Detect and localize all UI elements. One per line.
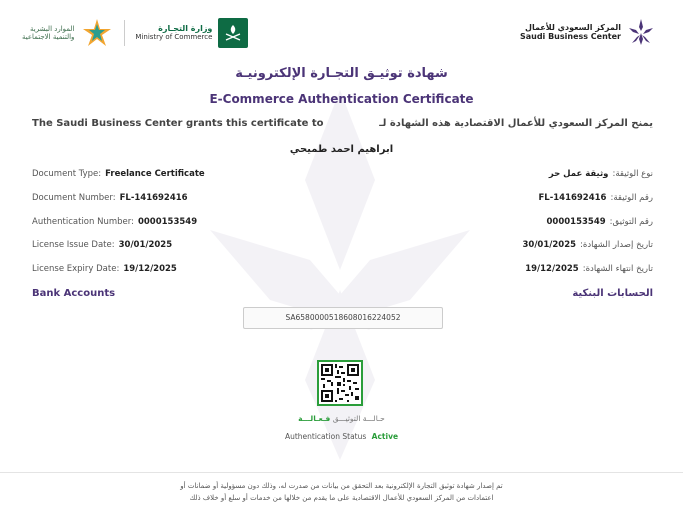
moc-en: Ministry of Commerce (135, 33, 213, 41)
field-value: FL-141692416 (119, 193, 188, 203)
document-type-row-en (32, 169, 205, 179)
field-value: 0000153549 (137, 217, 198, 227)
footer-divider (0, 472, 683, 473)
footer-line-1: تم إصدار شهادة توثيق التجارة الإلكترونية بعد التحقق من بيانات من صدرت له، وذلك دون مسؤولية أو ضمانات أو (180, 482, 503, 490)
status-value-ar: فـعـالـــة (298, 414, 331, 423)
field-value: 30/01/2025 (118, 240, 173, 250)
field-label: License Expiry Date: (32, 264, 120, 274)
field-value: 30/01/2025 (522, 240, 577, 250)
expiry-date-row-en (32, 264, 177, 274)
field-label: تاريخ إصدار الشهادة: (580, 240, 653, 250)
authentication-number-row-ar (547, 217, 653, 227)
bank-accounts-heading-en: Bank Accounts (32, 288, 116, 299)
qr-code-icon (319, 362, 361, 404)
iban-field: SA6580000518608016224052 (243, 307, 443, 329)
ministries-logos (22, 18, 248, 48)
field-label: License Issue Date: (32, 240, 115, 250)
moc-ar: وزارة التجـارة (158, 24, 213, 33)
status-label-en: Authentication Status (284, 432, 367, 441)
hrsd-logo-text (22, 25, 74, 41)
field-value: 19/12/2025 (525, 264, 579, 274)
field-label: تاريخ انتهاء الشهادة: (582, 264, 653, 274)
sbc-star-icon (627, 18, 655, 46)
field-label: رقم الوثيقة: (610, 193, 653, 203)
moc-logo-text (135, 25, 212, 41)
grant-statement-ar: يمنح المركز السعودي للأعمال الاقتصادية هذه الشهادة لـ (379, 118, 653, 129)
document-number-row-en (32, 193, 188, 203)
field-value: وثيقة عمل حر (548, 169, 609, 179)
document-number-row-ar (538, 193, 653, 203)
hrsd-star-icon (80, 18, 114, 48)
hrsd-line-2: والتنمية الاجتماعية (22, 33, 75, 41)
field-label: نوع الوثيقة: (612, 169, 653, 179)
authentication-status-en (0, 432, 683, 441)
watermark-logo (190, 70, 490, 470)
expiry-date-row-ar (525, 264, 653, 274)
certificate-header (0, 0, 683, 60)
field-value: FL-141692416 (538, 193, 607, 203)
field-value: Freelance Certificate (105, 169, 205, 179)
field-label: Document Type: (32, 169, 102, 179)
footer-line-2: اعتمادات من المركز السعودي للأعمال الاقتصادية على ما يقدم من خلالها من خدمات أو سلع أو خلاف ذلك (189, 494, 494, 502)
status-value-en: Active (371, 432, 399, 441)
footer-disclaimer (0, 480, 683, 504)
sbc-logo (520, 18, 655, 46)
logo-divider (124, 20, 125, 46)
document-type-row-ar (549, 169, 653, 179)
sbc-en: Saudi Business Center (519, 32, 621, 41)
sbc-logo-text (520, 23, 621, 41)
grant-statement-en: The Saudi Business Center grants this certificate to (32, 118, 324, 129)
qr-code[interactable] (317, 360, 363, 406)
authentication-number-row-en (32, 217, 197, 227)
field-label: Document Number: (32, 193, 116, 203)
field-label: Authentication Number: (32, 217, 134, 227)
authentication-status-ar (0, 414, 683, 423)
field-label: رقم التوثيق: (609, 217, 653, 227)
field-value: 0000153549 (546, 217, 606, 227)
certificate-title-en: E-Commerce Authentication Certificate (209, 92, 474, 106)
status-label-ar: حـالـــة التوثيـــق (332, 414, 385, 423)
saudi-emblem-icon (218, 18, 248, 48)
issue-date-row-ar (523, 240, 654, 250)
certificate-title-ar: شهادة توثيـق التجـارة الإلكترونيـة (235, 66, 448, 81)
sbc-ar: المركز السعودي للأعمال (525, 23, 621, 32)
field-value: 19/12/2025 (123, 264, 177, 274)
bank-accounts-heading-ar: الحسابات البنكية (572, 288, 653, 299)
issue-date-row-en (32, 240, 172, 250)
hrsd-line-1: الموارد البشرية (30, 25, 75, 33)
holder-name: ابراهيم احمد طميحي (289, 144, 394, 155)
